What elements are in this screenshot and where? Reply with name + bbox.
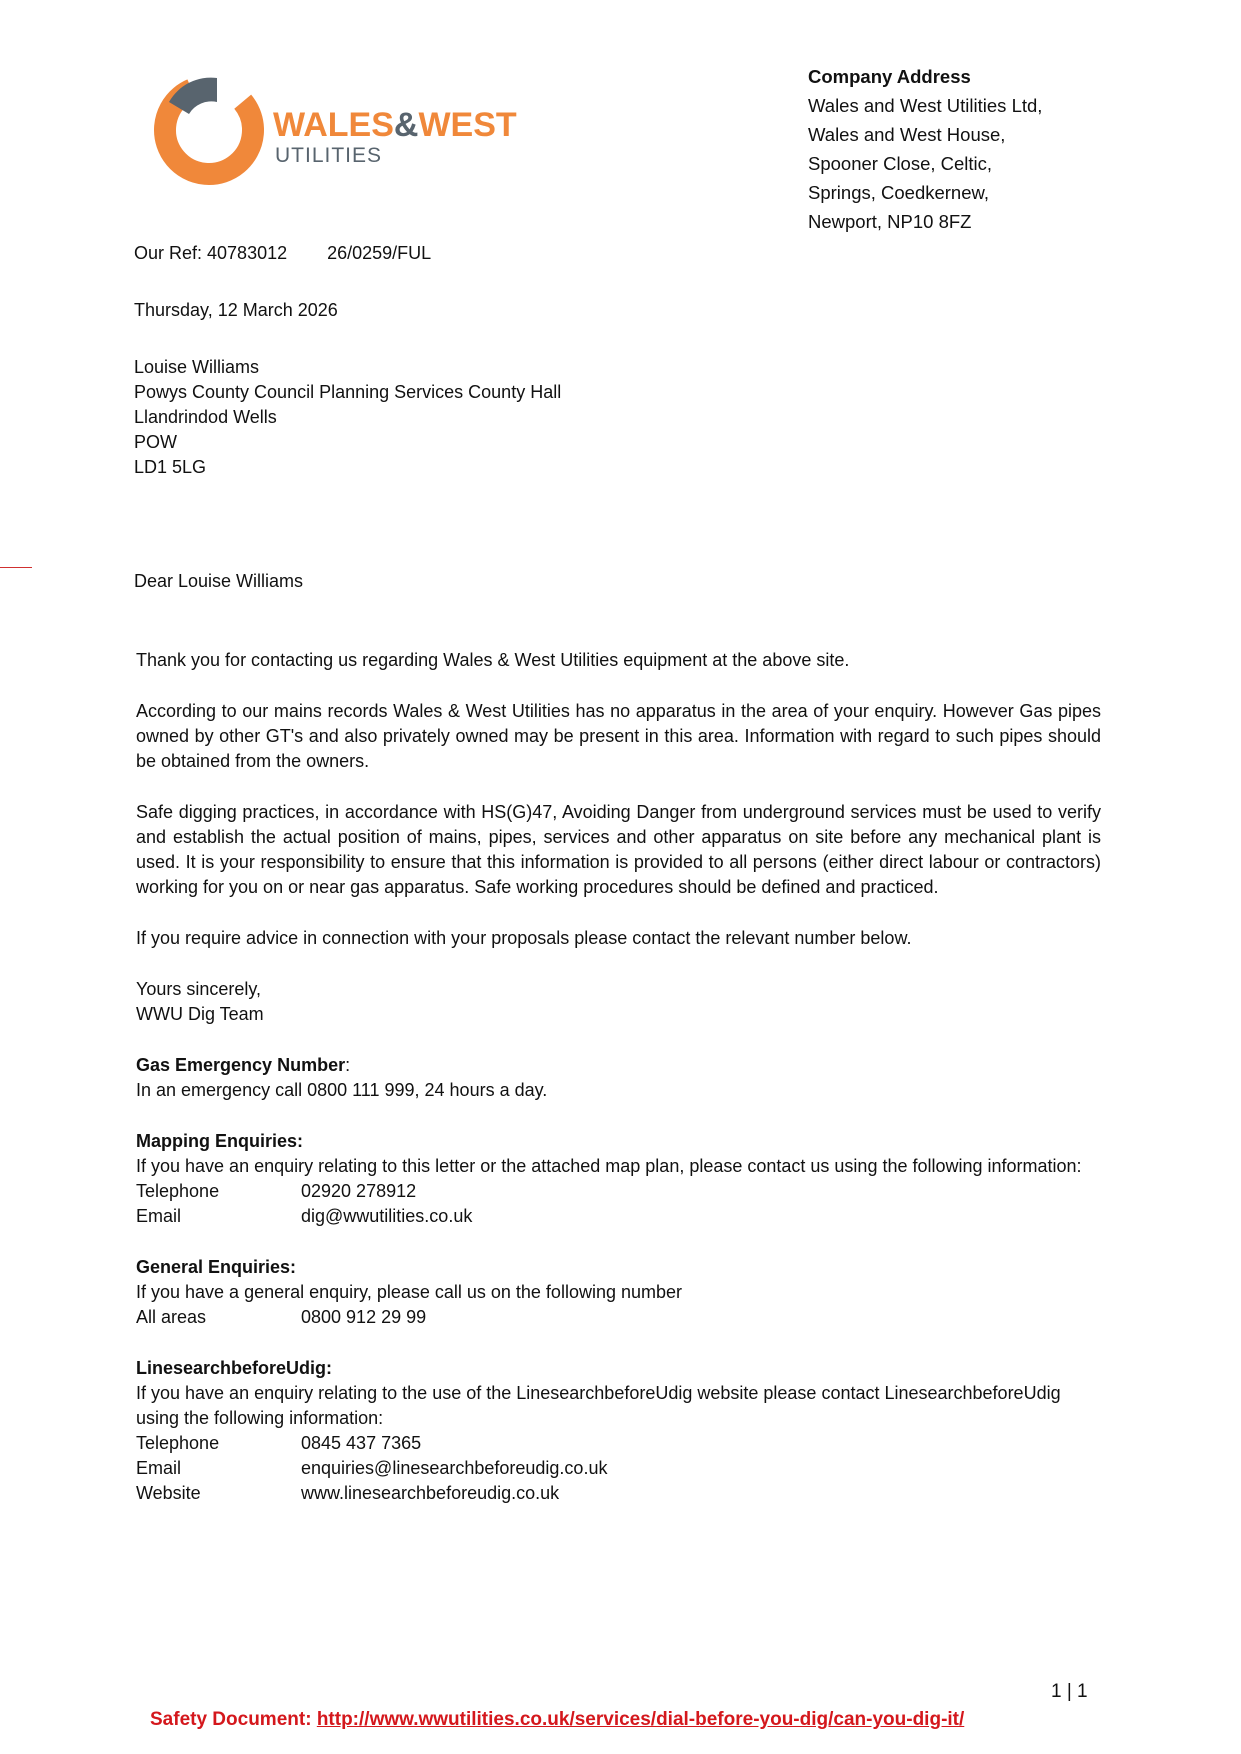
contact-row: [136, 1179, 1101, 1204]
gas-emergency-text: In an emergency call 0800 111 999, 24 hours a day.: [136, 1080, 548, 1100]
footer-label: Safety Document:: [150, 1709, 317, 1730]
signoff-team: WWU Dig Team: [136, 1004, 264, 1024]
body-paragraph: Thank you for contacting us regarding Wales & West Utilities equipment at the above site.: [136, 650, 850, 670]
email-label: Email: [136, 1206, 182, 1226]
areas-value: 0800 912 29 99: [301, 1307, 427, 1327]
general-section: [136, 1255, 1101, 1330]
email-value[interactable]: enquiries@linesearchbeforeudig.co.uk: [301, 1458, 608, 1478]
company-address-line: Springs, Coedkernew,: [808, 182, 989, 203]
contact-row: [136, 1431, 1101, 1456]
company-address: [808, 62, 1042, 236]
general-text: If you have a general enquiry, please call us on the following number: [136, 1282, 683, 1302]
mapping-text: If you have an enquiry relating to this letter or the attached map plan, please contact us using the following information:: [136, 1156, 1082, 1176]
our-ref: Our Ref: 40783012: [134, 243, 288, 263]
recipient-line: Louise Williams: [134, 357, 260, 377]
mapping-section: [136, 1129, 1101, 1229]
logo-subtitle: UTILITIES: [275, 144, 383, 167]
website-label: Website: [136, 1483, 201, 1503]
gas-emergency-heading: Gas Emergency Number: [136, 1055, 346, 1075]
telephone-label: Telephone: [136, 1181, 220, 1201]
planning-ref: 26/0259/FUL: [327, 243, 432, 263]
mapping-heading: Mapping Enquiries:: [136, 1131, 304, 1151]
contact-row: [136, 1456, 1101, 1481]
reference-line: [134, 241, 431, 266]
closing: Yours sincerely,: [136, 979, 262, 999]
gas-emergency-colon: :: [345, 1055, 351, 1075]
contact-row: [136, 1305, 1101, 1330]
company-address-heading: Company Address: [808, 66, 971, 87]
general-heading: General Enquiries:: [136, 1257, 297, 1277]
letter-date: Thursday, 12 March 2026: [134, 300, 338, 320]
body-paragraph: Safe digging practices, in accordance with HS(G)47, Avoiding Danger from underground services must be used to verify and establish the actual position of mains, pipes, services and other apparatus on site before any mechanical plant is used. It is your responsibility to ensure that this information is provided to all persons (either direct labour or contractors) working for you on or near gas apparatus. Safe working procedures should be defined and practiced.: [136, 802, 1101, 897]
recipient-line: POW: [134, 432, 177, 452]
telephone-label: Telephone: [136, 1433, 220, 1453]
website-value[interactable]: www.linesearchbeforeudig.co.uk: [301, 1483, 560, 1503]
areas-label: All areas: [136, 1307, 207, 1327]
contact-row: [136, 1204, 1101, 1229]
recipient-line: Llandrindod Wells: [134, 407, 277, 427]
safety-footer: [150, 1707, 964, 1732]
recipient-line: LD1 5LG: [134, 457, 207, 477]
telephone-value: 0845 437 7365: [301, 1433, 422, 1453]
email-label: Email: [136, 1458, 182, 1478]
letter-body: [136, 648, 1101, 1532]
email-value[interactable]: dig@wwutilities.co.uk: [301, 1206, 473, 1226]
company-address-line: Wales and West Utilities Ltd,: [808, 95, 1043, 116]
linesearch-text: If you have an enquiry relating to the use of the LinesearchbeforeUdig website please contact LinesearchbeforeUdig using the following information:: [136, 1383, 1061, 1428]
salutation: Dear Louise Williams: [134, 571, 304, 591]
body-paragraph: If you require advice in connection with your proposals please contact the relevant number below.: [136, 928, 912, 948]
linesearch-heading: LinesearchbeforeUdig:: [136, 1358, 333, 1378]
linesearch-section: [136, 1356, 1101, 1506]
page-number: 1 | 1: [1051, 1681, 1088, 1702]
logo-wordmark: WALES&WEST: [273, 106, 517, 144]
body-paragraph: According to our mains records Wales & West Utilities has no apparatus in the area of your enquiry. However Gas pipes owned by other GT's and also privately owned may be present in this area. Information with regard to such pipes should be obtained from the owners.: [136, 701, 1101, 771]
logo-graphic: [155, 74, 517, 194]
contact-row: [136, 1481, 1101, 1506]
margin-mark: [0, 567, 32, 568]
recipient-address: [134, 355, 561, 480]
company-address-line: Spooner Close, Celtic,: [808, 153, 993, 174]
signoff: [136, 977, 1101, 1027]
company-logo: [155, 74, 517, 194]
company-address-line: Wales and West House,: [808, 124, 1006, 145]
safety-document-link[interactable]: http://www.wwutilities.co.uk/services/dial-before-you-dig/can-you-dig-it/: [316, 1709, 965, 1730]
telephone-value: 02920 278912: [301, 1181, 417, 1201]
gas-emergency-section: [136, 1053, 1101, 1103]
recipient-line: Powys County Council Planning Services County Hall: [134, 382, 562, 402]
company-address-line: Newport, NP10 8FZ: [808, 211, 972, 232]
